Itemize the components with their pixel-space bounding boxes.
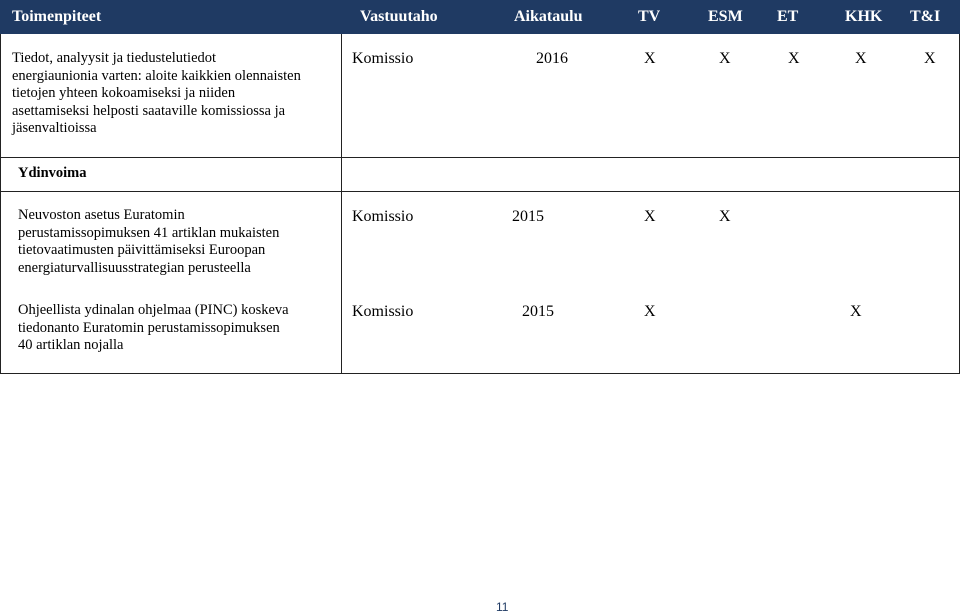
text-line: asettamiseksi helposti saataville komissiossa ja — [12, 102, 286, 119]
text-line: energiaunionia varten: aloite kaikkien olennaisten — [12, 67, 301, 84]
row-1-khk: X — [855, 50, 867, 67]
row-1-et: X — [788, 50, 800, 67]
header-khk: KHK — [845, 8, 883, 25]
header-toimenpiteet: Toimenpiteet — [12, 8, 102, 25]
table-bottom-border — [0, 373, 960, 374]
page-number: 11 — [496, 600, 509, 614]
text-line: Tiedot, analyysit ja tiedustelutiedot — [12, 50, 217, 66]
row-4-aikataulu: 2015 — [522, 303, 554, 320]
row-1-aikataulu: 2016 — [536, 50, 568, 67]
row-3-vastuutaho: Komissio — [352, 208, 414, 225]
section-ydinvoima: Ydinvoima — [18, 165, 87, 181]
row-4-vastuutaho: Komissio — [352, 303, 414, 320]
header-aikataulu: Aikataulu — [514, 8, 583, 25]
row-4-tv: X — [644, 303, 656, 320]
row-1-vastuutaho: Komissio — [352, 50, 414, 67]
table-left-border — [0, 34, 1, 374]
row-4-et: X — [850, 303, 862, 320]
text-line: energiaturvallisuusstrategian perusteella — [18, 259, 251, 276]
text-line: jäsenvaltioissa — [12, 120, 97, 136]
header-ti: T&I — [910, 8, 941, 25]
text-line: tietovaatimusten päivittämiseksi Euroopan — [18, 242, 266, 258]
row-3-tv: X — [644, 208, 656, 225]
text-line: tietojen yhteen kokoamiseksi ja niiden — [12, 85, 236, 101]
row-3-description — [18, 207, 338, 277]
row-1-ti: X — [924, 50, 936, 67]
header-vastuutaho: Vastuutaho — [360, 8, 438, 25]
header-esm: ESM — [708, 8, 743, 25]
row-1-tv: X — [644, 50, 656, 67]
row-1-description — [12, 50, 337, 138]
text-line: perustamissopimuksen 41 artiklan mukaisten — [18, 224, 280, 241]
row-divider — [0, 191, 960, 192]
row-4-description — [18, 302, 338, 355]
row-3-aikataulu: 2015 — [512, 208, 544, 225]
text-line: Neuvoston asetus Euratomin — [18, 207, 185, 223]
header-et: ET — [777, 8, 799, 25]
text-line: 40 artiklan nojalla — [18, 337, 124, 353]
table-header — [0, 0, 960, 34]
text-line: tiedonanto Euratomin perustamissopimuksen — [18, 319, 280, 336]
row-1-esm: X — [719, 50, 731, 67]
row-3-esm: X — [719, 208, 731, 225]
row-divider — [0, 157, 960, 158]
header-tv: TV — [638, 8, 661, 25]
text-line: Ohjeellista ydinalan ohjelmaa (PINC) koskeva — [18, 302, 289, 318]
column-divider — [341, 34, 342, 374]
